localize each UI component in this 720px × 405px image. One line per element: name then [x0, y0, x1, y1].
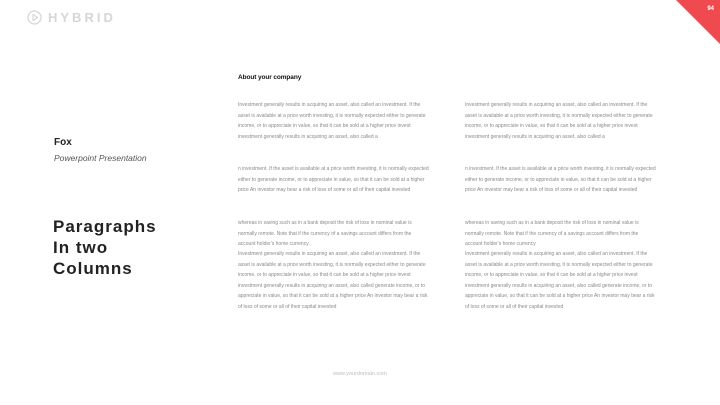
paragraph: Investment generally results in acquiring an asset, also called an investment. If the asset is available at a price worth investing, it is normally expected either to generate income, or to appreciate in value, so that it can be sold at a higher price invest investment generally results in acquiring an asset, also called generate income, or to appreciate in value, so that it can be sold at a higher price An investor may bear a risk of loss of some or all of their capital invested — [465, 251, 655, 310]
paragraph: whereas in saving such as in a bank deposit the risk of loss in nominal value is normally remote. Note that if the currency of a savings account differs from the account holder's home currency — [238, 220, 412, 248]
page-number: 94 — [707, 6, 714, 12]
brand-subtitle: Powerpoint Presentation — [54, 153, 147, 163]
play-circle-icon — [27, 10, 42, 25]
paragraph: n investment. If the asset is available at a price worth investing, it is normally expected either to generate income, or to appreciate in value, so that it can be sold at a higher price An investor may bear a risk of loss of some or all of their capital invested — [238, 166, 429, 194]
slide-title-line: In two — [53, 238, 109, 257]
slide-title — [53, 216, 193, 279]
logo-text: HYBRID — [48, 10, 116, 25]
slide-title-line: Paragraphs — [53, 217, 157, 236]
slide-title-line: Columns — [53, 259, 133, 278]
logo — [27, 10, 116, 25]
paragraph: Investment generally results in acquiring an asset, also called an investment. If the asset is available at a price worth investing, it is normally expected either to generate income, or to appreciate in value, so that it can be sold at a higher price invest investment generally results in acquiring an asset, also called a — [238, 102, 426, 140]
footer-url: www.yourdomain.com — [333, 371, 387, 377]
paragraph: Investment generally results in acquiring an asset, also called an investment. If the asset is available at a price worth investing, it is normally expected either to generate income, or to appreciate in value, so that it can be sold at a higher price invest investment generally results in acquiring an asset, also called a — [465, 102, 653, 140]
paragraph: Investment generally results in acquiring an asset, also called an investment. If the asset is available at a price worth investing, it is normally expected either to generate income, or to appreciate in value, so that it can be sold at a higher price invest investment generally results in acquiring an asset, also called generate income, or to appreciate in value, so that it can be sold at a higher price An investor may bear a risk of loss of some or all of their capital invested — [238, 251, 428, 310]
brand-name: Fox — [54, 137, 72, 148]
paragraph: n investment. If the asset is available at a price worth investing, it is normally expected either to generate income, or to appreciate in value, so that it can be sold at a higher price An investor may bear a risk of loss of some or all of their capital invested — [465, 166, 656, 194]
section-heading: About your company — [238, 74, 302, 81]
paragraph: whereas in saving such as in a bank deposit the risk of loss in nominal value is normally remote. Note that if the currency of a savings account differs from the account holder's home currency — [465, 220, 639, 248]
